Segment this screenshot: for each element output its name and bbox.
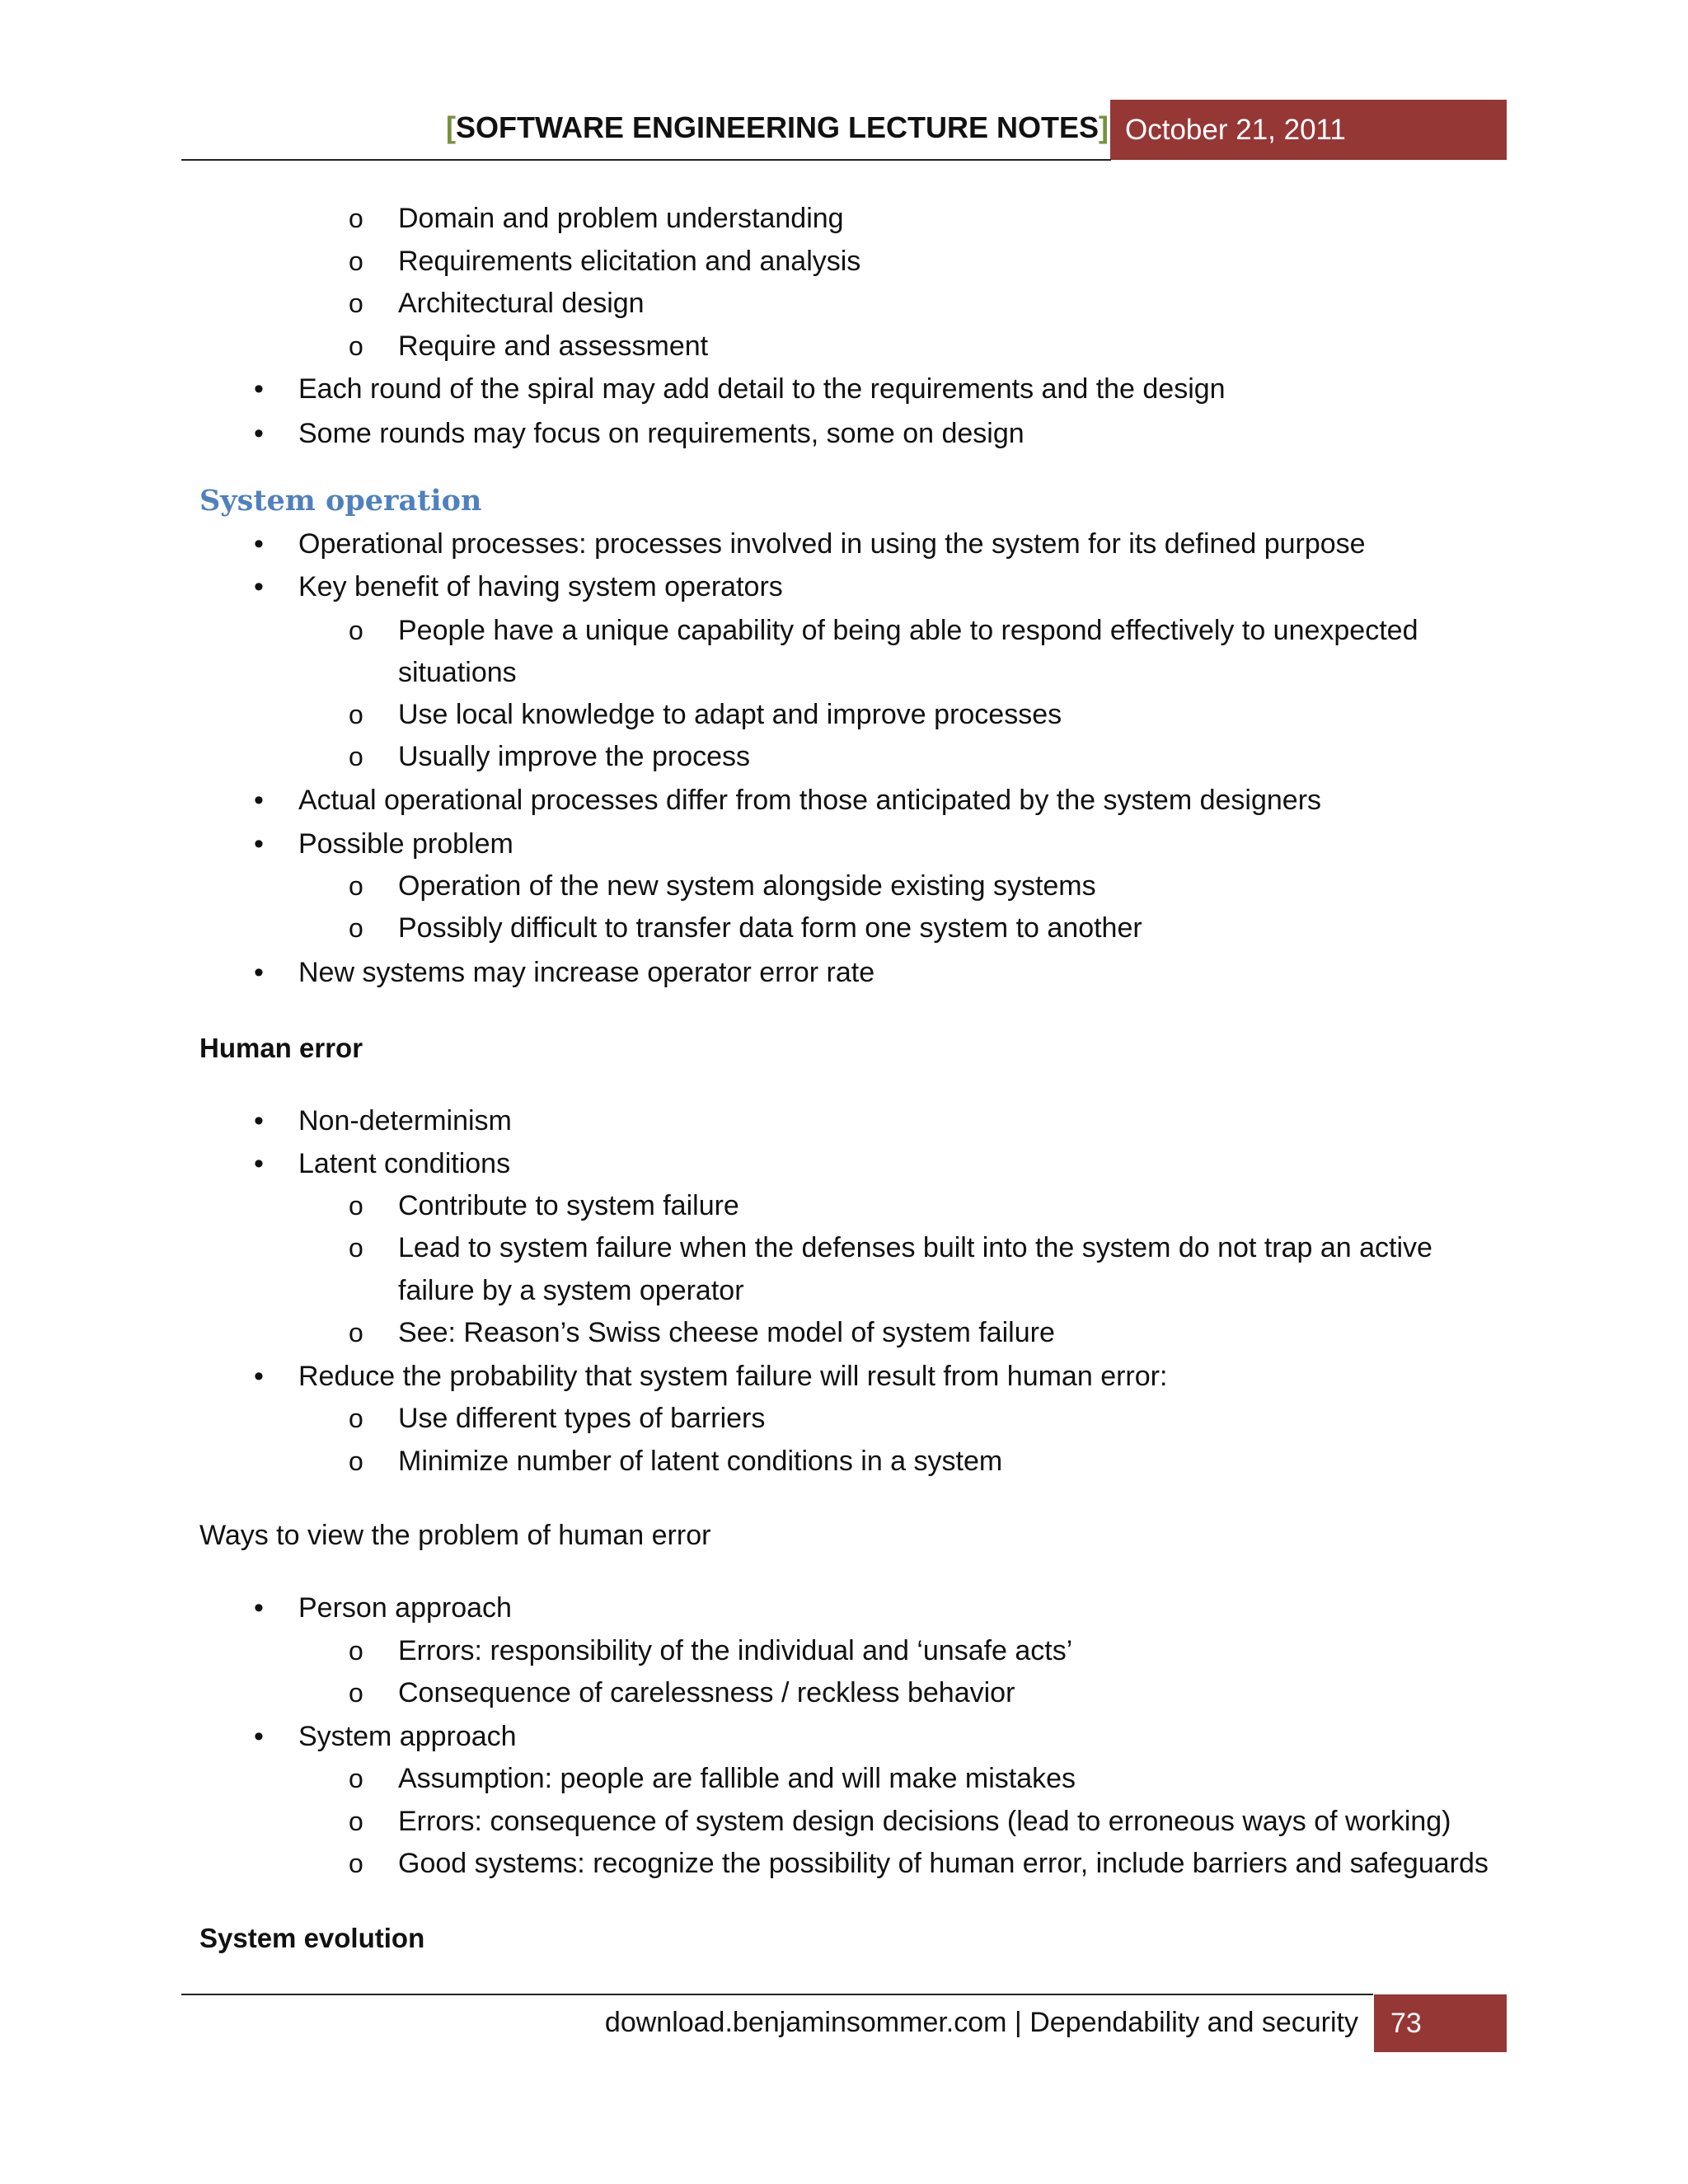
subsection-heading: System evolution: [199, 1923, 425, 1953]
bullet-dot-icon: •: [254, 785, 264, 816]
bullet-circle-icon: o: [349, 913, 363, 943]
sub-list-item: Domain and problem understanding: [398, 203, 844, 234]
header-divider: [181, 159, 1111, 161]
sub-list-item: Use local knowledge to adapt and improve processes: [398, 699, 1062, 730]
sub-list-item: People have a unique capability of being able to respond effectively to unexpected: [398, 615, 1418, 646]
list-item: Operational processes: processes involved in using the system for its defined purpose: [298, 528, 1366, 560]
bullet-dot-icon: •: [254, 418, 264, 449]
bullet-circle-icon: o: [349, 246, 363, 276]
bullet-circle-icon: o: [349, 204, 363, 233]
sub-list-item: Possibly difficult to transfer data form one system to another: [398, 912, 1142, 944]
sub-list-item: See: Reason’s Swiss cheese model of system failure: [398, 1317, 1055, 1348]
header-bracket-close: ]: [1099, 110, 1109, 144]
list-item: Possible problem: [298, 828, 513, 860]
sub-list-item: Require and assessment: [398, 330, 709, 362]
sub-list-item: Errors: responsibility of the individual and ‘unsafe acts’: [398, 1635, 1073, 1666]
list-item: Each round of the spiral may add detail to the requirements and the design: [298, 373, 1226, 405]
header-title: [446, 110, 1109, 145]
bullet-circle-icon: o: [349, 1764, 363, 1793]
bullet-dot-icon: •: [254, 373, 264, 405]
header-title-text: SOFTWARE ENGINEERING LECTURE NOTES: [455, 110, 1099, 144]
sub-list-item: Architectural design: [398, 288, 645, 319]
subsection-heading: Human error: [199, 1033, 363, 1063]
bullet-circle-icon: o: [349, 1807, 363, 1836]
list-item: New systems may increase operator error rate: [298, 957, 875, 988]
sub-list-item-continued: failure by a system operator: [398, 1275, 744, 1306]
bullet-circle-icon: o: [349, 1636, 363, 1666]
sub-list-item: Contribute to system failure: [398, 1190, 739, 1221]
bullet-circle-icon: o: [349, 1233, 363, 1263]
bullet-dot-icon: •: [254, 1721, 264, 1752]
sub-list-item: Requirements elicitation and analysis: [398, 246, 861, 277]
bullet-dot-icon: •: [254, 1361, 264, 1392]
page-number: 73: [1374, 1994, 1507, 2052]
bullet-circle-icon: o: [349, 1404, 363, 1433]
bullet-circle-icon: o: [349, 742, 363, 771]
bullet-circle-icon: o: [349, 1849, 363, 1878]
sub-list-item: Lead to system failure when the defenses built into the system do not trap an active: [398, 1232, 1432, 1263]
sub-list-item-continued: situations: [398, 657, 517, 688]
bullet-circle-icon: o: [349, 288, 363, 318]
sub-list-item: Use different types of barriers: [398, 1403, 766, 1434]
list-item: Actual operational processes differ from those anticipated by the system designers: [298, 785, 1322, 816]
footer-text: download.benjaminsommer.com | Dependability and security: [604, 2007, 1358, 2038]
bullet-circle-icon: o: [349, 616, 363, 645]
list-item: Person approach: [298, 1592, 512, 1624]
sub-list-item: Errors: consequence of system design decisions (lead to erroneous ways of working): [398, 1806, 1451, 1837]
list-item: System approach: [298, 1721, 517, 1752]
bullet-circle-icon: o: [349, 1191, 363, 1221]
footer-divider: [181, 1994, 1373, 1995]
bullet-circle-icon: o: [349, 700, 363, 729]
sub-list-item: Good systems: recognize the possibility of human error, include barriers and safeguards: [398, 1848, 1489, 1879]
bullet-circle-icon: o: [349, 871, 363, 901]
sub-list-item: Operation of the new system alongside existing systems: [398, 870, 1096, 902]
sub-list-item: Assumption: people are fallible and will make mistakes: [398, 1763, 1076, 1794]
bullet-circle-icon: o: [349, 1318, 363, 1347]
paragraph: Ways to view the problem of human error: [199, 1520, 711, 1551]
list-item: Some rounds may focus on requirements, some on design: [298, 418, 1025, 449]
header-date: October 21, 2011: [1110, 100, 1507, 160]
sub-list-item: Usually improve the process: [398, 741, 751, 772]
list-item: Latent conditions: [298, 1148, 511, 1179]
bullet-circle-icon: o: [349, 331, 363, 361]
bullet-circle-icon: o: [349, 1446, 363, 1476]
bullet-dot-icon: •: [254, 957, 264, 988]
bullet-circle-icon: o: [349, 1678, 363, 1708]
bullet-dot-icon: •: [254, 1105, 264, 1137]
bullet-dot-icon: •: [254, 1148, 264, 1179]
list-item: Key benefit of having system operators: [298, 571, 783, 602]
bullet-dot-icon: •: [254, 528, 264, 560]
list-item: Non-determinism: [298, 1105, 512, 1137]
sub-list-item: Minimize number of latent conditions in a system: [398, 1446, 1003, 1477]
bullet-dot-icon: •: [254, 1592, 264, 1624]
section-heading: System operation: [199, 484, 482, 518]
bullet-dot-icon: •: [254, 828, 264, 860]
bullet-dot-icon: •: [254, 571, 264, 602]
sub-list-item: Consequence of carelessness / reckless behavior: [398, 1677, 1015, 1708]
header-bracket-open: [: [445, 110, 456, 144]
list-item: Reduce the probability that system failure will result from human error:: [298, 1361, 1168, 1392]
